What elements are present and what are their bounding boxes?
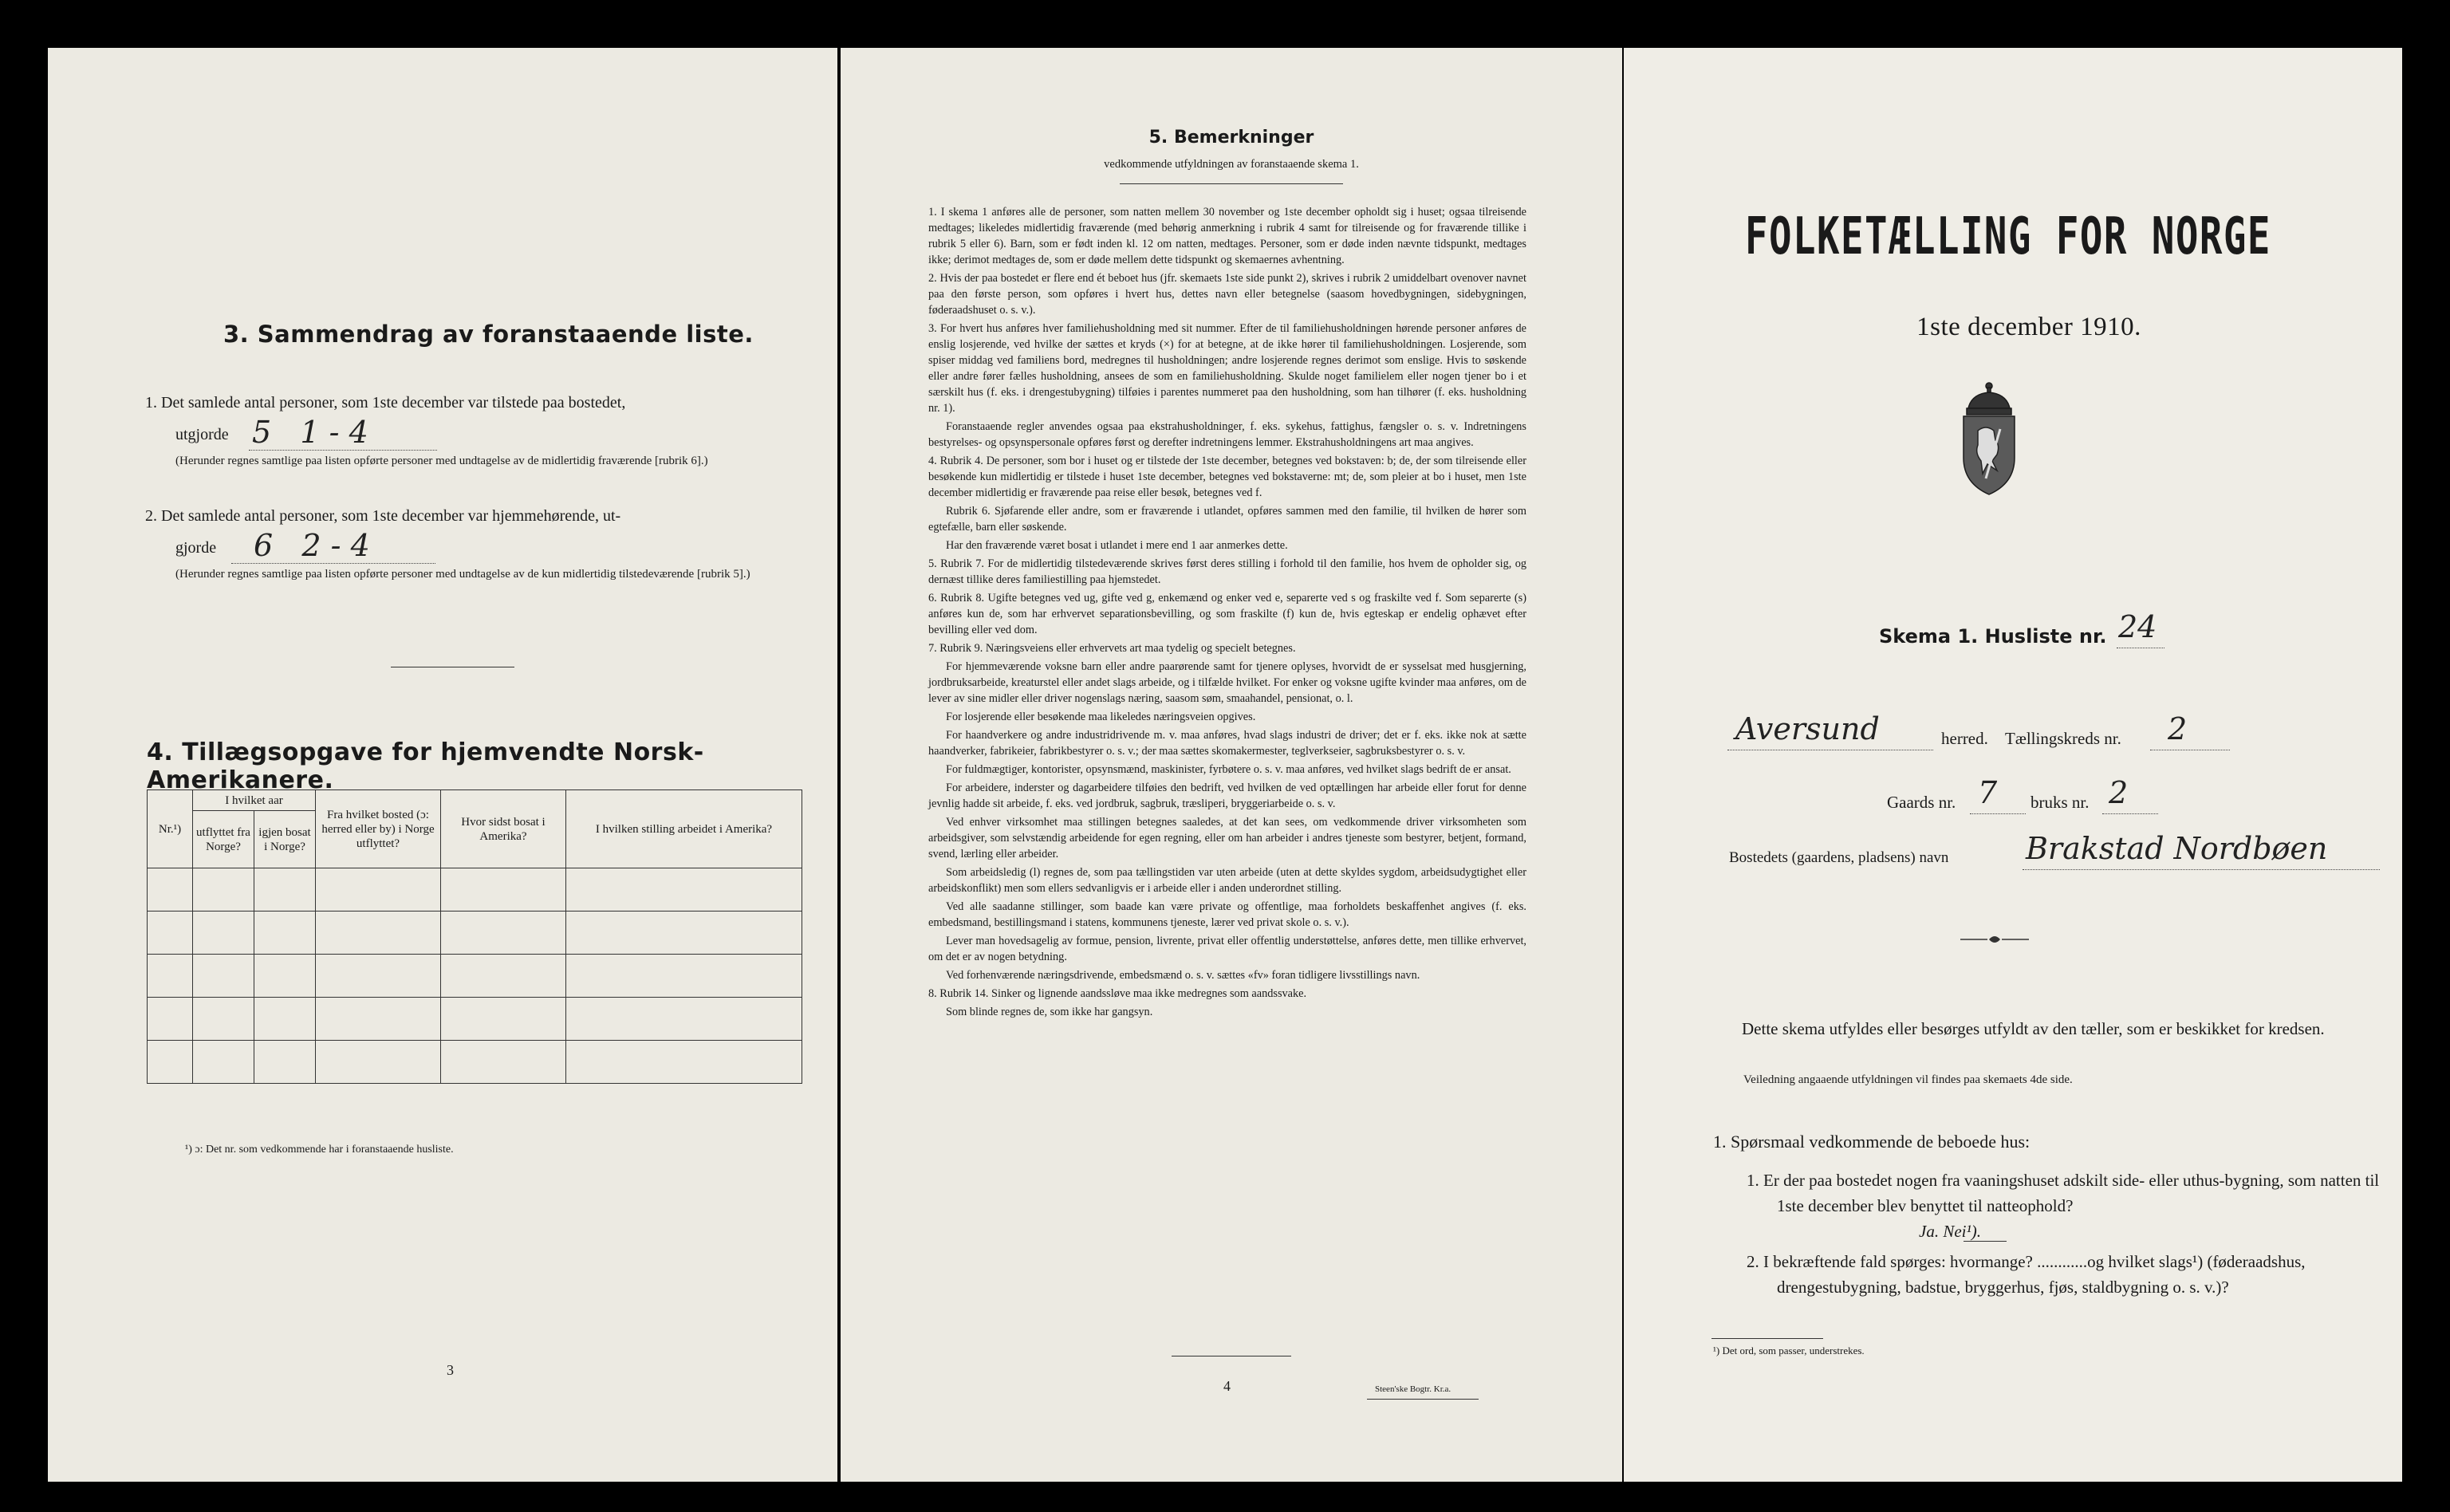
col-nr: Nr.¹) — [148, 790, 193, 868]
herred-label: herred. — [1941, 729, 1988, 748]
col-bosted: Fra hvilket bosted (ɔ: herred eller by) i Norge utflyttet? — [316, 790, 441, 868]
summary-item-1-label: utgjorde — [175, 426, 229, 443]
page-left — [48, 48, 837, 1482]
question-1-answer[interactable]: Ja. Nei¹). — [1919, 1222, 1982, 1241]
kreds-label: Tællingskreds nr. — [2005, 729, 2121, 748]
instruction-note: Veiledning angaaende utfyldningen vil findes paa skemaets 4de side. — [1743, 1073, 2073, 1086]
question-1: 1. Er der paa bostedet nogen fra vaaningshuset adskilt side- eller uthus-bygning, som natten til 1ste december blev benyttet til natteophold? — [1747, 1171, 2380, 1215]
husliste-field[interactable] — [2117, 609, 2164, 648]
instruction-text: Dette skema utfyldes eller besørges utfyldt av den tæller, som er beskikket for kredsen. — [1742, 1019, 2325, 1038]
note-4c: Har den fraværende været bosat i utlandet i mere end 1 aar anmerkes dette. — [946, 539, 1288, 552]
note-7b: For hjemmeværende voksne barn eller andre paarørende samt for tjenere oplyses, hvorvidt de er sysselsat med husgjerning, jordbruksarbeide, kreaturstel eller andet slags arbeide, og i tilfælde hvilket. For enker og voksne ugifte kvinder maa anføres, om de lever av sine midler eller driver nogenslags næring, saasom søm, smaahandel, pensionat, o. l. — [928, 660, 1526, 705]
printer-imprint: Steen'ske Bogtr. Kr.a. — [1375, 1384, 1451, 1394]
form-date: 1ste december 1910. — [1916, 313, 2141, 341]
coat-of-arms-icon — [1951, 381, 2027, 501]
note-8b: Som blinde regnes de, som ikke har gangsyn. — [946, 1006, 1153, 1018]
note-7j: Lever man hovedsagelig av formue, pension, livrente, privat eller offentlig understøttelse, anføres dette, men tillike erhvervet, om det er av nogen betydning. — [928, 935, 1526, 963]
summary-item-2-note: (Herunder regnes samtlige paa listen opførte personer med undtagelse av de kun midlertidig tilstedeværende [rubrik 5].) — [175, 568, 750, 581]
table-row[interactable] — [148, 955, 802, 998]
note-4: 4. Rubrik 4. De personer, som bor i huset og er tilstede der 1ste december, betegnes ved bokstaven: b; de, der som tilreisende eller besøkende kun midlertidig er tilstede i huset 1ste december, betegnes ved bokstaverne: mt; de, som pleier at bo i huset, men 1ste december midlertidig er fraværende paa reise eller besøk, betegnes ved f. — [928, 455, 1526, 499]
table-row[interactable] — [148, 998, 802, 1041]
section-4-title: 4. Tillægsopgave for hjemvendte Norsk-Amerikanere. — [147, 738, 704, 794]
note-6: 6. Rubrik 8. Ugifte betegnes ved ug, gifte ved g, enkemænd og enker ved e, separerte ved s og fraskilte ved f. Som separerte (s) anføres kun de, som har erhvervet separationsbevilling, og som fraskilte (f) kun de, hvis egteskap er endelig ophævet efter bevilling eller ved dom. — [928, 592, 1526, 636]
col-utflyttet: utflyttet fra Norge? — [193, 811, 254, 868]
form-title: FOLKETÆLLING FOR NORGE — [1745, 207, 2271, 266]
summary-item-1-note: (Herunder regnes samtlige paa listen opførte personer med undtagelse av de midlertidig fraværende [rubrik 6].) — [175, 455, 708, 467]
note-7d: For haandverkere og andre industridrivende m. v. maa anføres, hvad slags industri de driver; det er f. eks. ikke nok at sætte haandverker, fabrikeier, fabrikbestyrer o. s. v.; der maa sættes skomakermester, teglverkseier, sagbruksbestyrer o. s. v. — [928, 729, 1526, 758]
table-row[interactable] — [148, 1041, 802, 1084]
question-2: 2. I bekræftende fald spørges: hvormange? ............og hvilket slags¹) (føderaadshus, drengestubygning, badstue, bryggerhus, fjøs, staldbygning o. s. v.)? — [1747, 1252, 2306, 1297]
husliste-value: 24 — [2118, 609, 2157, 644]
summary-item-2-field[interactable] — [231, 528, 435, 564]
bemerkninger-title: 5. Bemerkninger — [1148, 128, 1314, 148]
bosted-field[interactable] — [2023, 831, 2380, 870]
summary-item-2: 2. Det samlede antal personer, som 1ste december var hjemmehørende, ut- — [145, 507, 621, 525]
norsk-amerikanere-table — [147, 789, 802, 1084]
table-row[interactable] — [148, 868, 802, 912]
note-3: 3. For hvert hus anføres hver familiehusholdning med sit nummer. Efter de til familiehusholdningen hørende personer anføres de enslig losjerende, ved hvilke der sættes et kryds (×) for at betegne, at de ikke hører til familiehusholdningen. Losjerende, som spiser middag ved familiens bord, medregnes til husholdningen; andre losjerende regnes derimot som enslige. Hvis to søskende eller andre fører fælles husholdning, ansees de som en familiehusholdning. Skulde noget familielem eller nogen tjener bo i et særskilt hus (f. eks. i drengestubygning) tilføies i parentes nummeret paa den husholdning, som han tilhører (f. eks. husholdning nr. 1). — [928, 322, 1526, 415]
herred-field[interactable] — [1727, 711, 1933, 750]
bosted-value: Brakstad Nordbøen — [2026, 831, 2328, 866]
notes-list — [928, 204, 1526, 1022]
bruks-value: 2 — [2109, 775, 2129, 810]
note-7: 7. Rubrik 9. Næringsveiens eller erhvervets art maa tydelig og specielt betegnes. — [928, 642, 1296, 655]
note-2: 2. Hvis der paa bostedet er flere end ét beboet hus (jfr. skemaets 1ste side punkt 2), skrives i rubrik 2 umiddelbart ovenover navnet paa den første person, som opføres i hvert hus, dettes navn eller betegnelse (saasom hovedbygningen, sidebygningen, føderaadshuset o. s. v.). — [928, 272, 1526, 317]
note-7k: Ved forhenværende næringsdrivende, embedsmænd o. s. v. sættes «fv» foran tidligere livsstillings navn. — [946, 969, 1420, 982]
col-stilling: I hvilken stilling arbeidet i Amerika? — [566, 790, 802, 868]
note-7g: Ved enhver virksomhet maa stillingen betegnes saaledes, at det kan sees, om vedkommende driver virksomheten som arbeidsgiver, som selvstændig arbeidende for egen regning, eller om han arbeider i andres tjeneste som bestyrer, betjent, formand, svend, lærling eller arbeider. — [928, 816, 1526, 860]
gaards-field[interactable] — [1970, 775, 2026, 814]
bosted-label: Bostedets (gaardens, pladsens) navn — [1729, 849, 1949, 866]
page-number: 3 — [447, 1362, 454, 1378]
imprint-rule — [1367, 1399, 1479, 1400]
summary-item-1-field[interactable] — [249, 415, 437, 451]
summary-item-1: 1. Det samlede antal personer, som 1ste december var tilstede paa bostedet, — [145, 394, 626, 411]
ornament-icon — [1959, 933, 2031, 946]
col-group-year: I hvilket aar — [193, 790, 316, 811]
skema-label: Skema 1. Husliste nr. — [1879, 625, 2107, 648]
footnote: ¹) Det ord, som passer, understrekes. — [1713, 1345, 1865, 1356]
page-right — [1624, 48, 2402, 1482]
note-8: 8. Rubrik 14. Sinker og lignende aandssløve maa ikke medregnes som aandssvake. — [928, 987, 1307, 1000]
bruks-field[interactable] — [2102, 775, 2158, 814]
kreds-value: 2 — [2168, 711, 2188, 746]
page-number: 4 — [1223, 1378, 1231, 1394]
summary-item-1-value: 5 1 - 4 — [252, 415, 368, 450]
summary-item-2-value: 6 2 - 4 — [254, 528, 370, 563]
page-middle — [841, 48, 1622, 1482]
bemerkninger-subtitle: vedkommende utfyldningen av foranstaaende skema 1. — [1104, 158, 1359, 171]
note-7i: Ved alle saadanne stillinger, som baade kan være private og offentlige, maa forholdets beskaffenhet angives (f. eks. embedsmand, bestillingsmand i statens, kommunens tjeneste, lærer ved privat skole o. s. v.). — [928, 900, 1526, 929]
section-3-title: 3. Sammendrag av foranstaaende liste. — [223, 321, 754, 348]
note-1: 1. I skema 1 anføres alle de personer, som natten mellem 30 november og 1ste december opholdt sig i huset; ogsaa tilreisende medtages; likeledes midlertidig fraværende (med behørig anmerkning i rubrik 4 samt for tilreisende og for fraværende tillike i rubrik 5 eller 6). Barn, som er født inden kl. 12 om natten, medtages. Personer, som er døde inden nævnte tidspunkt, medtages ikke; derimot medtages de, som er døde mellem dette tidspunkt og skemaernes avhentning. — [928, 206, 1526, 266]
note-7f: For arbeidere, inderster og dagarbeidere tilføies den bedrift, ved hvilken de ved optællingen har arbeide eller forut for denne jevnlig hadde sit arbeide, f. eks. ved jordbruk, sagbruk, træsliperi, bryggeriarbeide o. s. v. — [928, 782, 1526, 810]
subtitle-rule — [1120, 183, 1343, 184]
gaards-label: Gaards nr. — [1887, 793, 1956, 812]
table-footnote: ¹) ɔ: Det nr. som vedkommende har i foranstaaende husliste. — [185, 1144, 454, 1156]
bruks-label: bruks nr. — [2031, 793, 2090, 812]
questions-heading: 1. Spørsmaal vedkommende de beboede hus: — [1713, 1132, 2031, 1152]
gaards-value: 7 — [1978, 775, 1998, 810]
summary-item-2-label: gjorde — [175, 539, 217, 557]
note-3b: Foranstaaende regler anvendes ogsaa paa ekstrahusholdninger, f. eks. sykehus, fattighus, fængsler o. s. v. Indretningens bestyrelses- og opsynspersonale opføres først og derefter indretningens lemmer. Ekstrahusholdningens art maa angives. — [928, 420, 1526, 449]
note-4b: Rubrik 6. Sjøfarende eller andre, som er fraværende i utlandet, opføres sammen med den familie, til hvilken de hører som egtefælle, barn eller søskende. — [928, 505, 1526, 534]
col-sidst: Hvor sidst bosat i Amerika? — [441, 790, 566, 868]
col-igjen: igjen bosat i Norge? — [254, 811, 316, 868]
table-row[interactable] — [148, 912, 802, 955]
note-7e: For fuldmægtiger, kontorister, opsynsmænd, maskinister, fyrbøtere o. s. v. maa anføres, ved hvilket slags bedrift de er ansat. — [946, 763, 1511, 776]
footnote-rule — [1711, 1338, 1823, 1339]
note-7c: For losjerende eller besøkende maa likeledes næringsveien opgives. — [946, 711, 1256, 723]
answer-underline — [1964, 1241, 2007, 1242]
herred-value: Aversund — [1735, 711, 1880, 746]
note-5: 5. Rubrik 7. For de midlertidig tilstedeværende skrives først deres stilling i forhold til den familie, hos hvem de opholder sig, og dernæst tillike deres familiestilling paa hjemstedet. — [928, 557, 1526, 586]
kreds-field[interactable] — [2150, 711, 2230, 750]
note-7h: Som arbeidsledig (l) regnes de, som paa tællingstiden var uten arbeide (uten at dette skyldes sygdom, arbeidsudygtighet eller arbeidskonflikt) men som ellers sedvanligvis er i arbeide eller i anden underordnet stilling. — [928, 866, 1526, 895]
